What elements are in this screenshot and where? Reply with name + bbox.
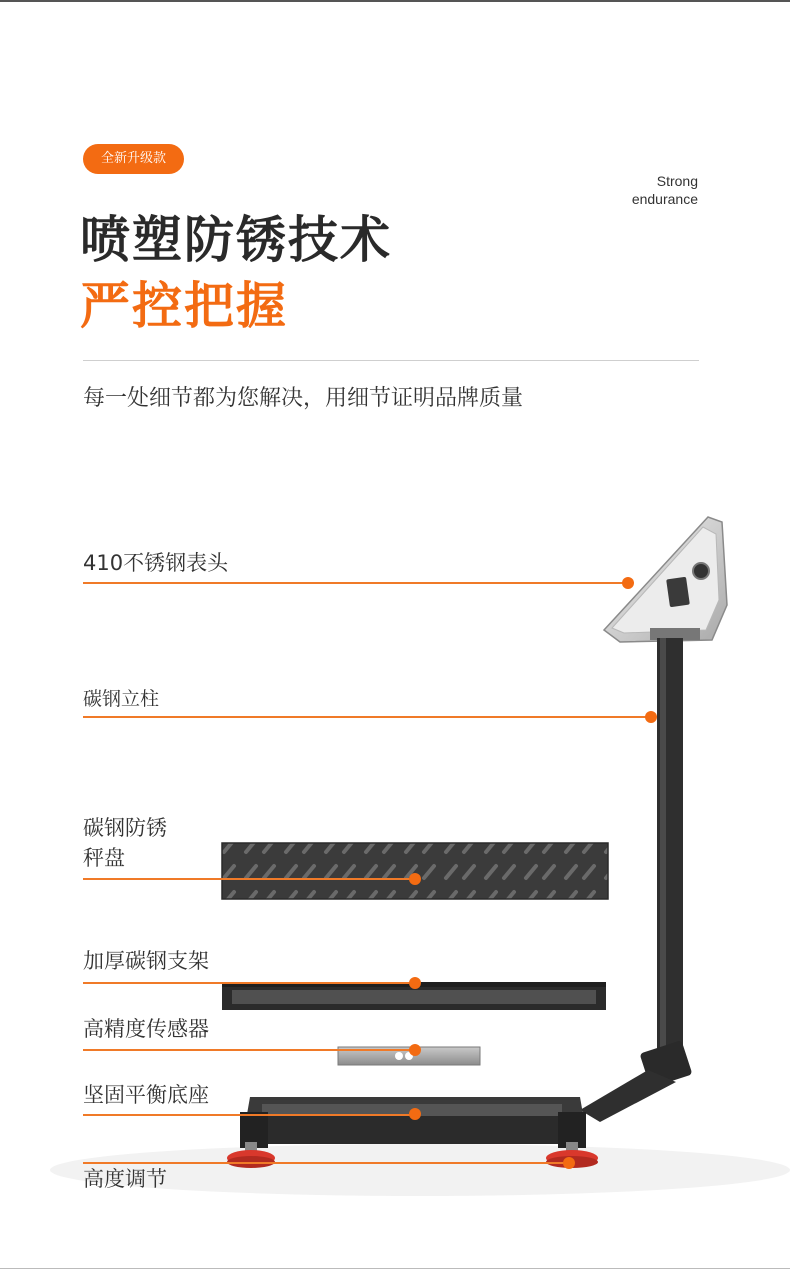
subtitle: 每一处细节都为您解决，用细节证明品牌质量	[83, 386, 524, 411]
callout-dot	[409, 1044, 421, 1056]
callout-dot	[409, 977, 421, 989]
leader-line	[83, 1114, 415, 1116]
label-height-adjust: 高度调节	[83, 1167, 167, 1191]
callout-dot	[645, 711, 657, 723]
leader-line	[83, 1162, 569, 1164]
tagline-en-line-1: Strong	[656, 173, 698, 189]
anti-rust-tread-pan	[222, 843, 608, 899]
callout-dot	[409, 1108, 421, 1120]
tagline-en-line-2: endurance	[631, 191, 698, 207]
column-arm	[580, 1040, 692, 1122]
label-steel-column: 碳钢立柱	[83, 688, 160, 710]
title-main: 喷塑防锈技术	[80, 211, 392, 269]
bottom-border	[0, 1268, 790, 1269]
leader-line	[83, 582, 628, 584]
label-sensor: 高精度传感器	[83, 1017, 209, 1041]
balanced-base	[240, 1097, 586, 1148]
label-base: 坚固平衡底座	[83, 1083, 209, 1107]
leader-line	[83, 716, 651, 718]
callout-dot	[409, 873, 421, 885]
label-tread-pan-line-2: 秤盘	[83, 846, 125, 870]
new-upgrade-badge: 全新升级款	[83, 144, 184, 174]
callout-dot	[563, 1157, 575, 1169]
label-tread-pan-line-1: 碳钢防锈	[83, 816, 167, 840]
label-steel-frame: 加厚碳钢支架	[83, 949, 209, 973]
title-accent: 严控把握	[80, 277, 288, 335]
callout-dot	[622, 577, 634, 589]
label-tread-pan	[83, 813, 167, 873]
leader-line	[83, 1049, 415, 1051]
leader-line	[83, 982, 415, 984]
leader-line	[83, 878, 415, 880]
label-stainless-head: 410不锈钢表头	[83, 551, 229, 575]
